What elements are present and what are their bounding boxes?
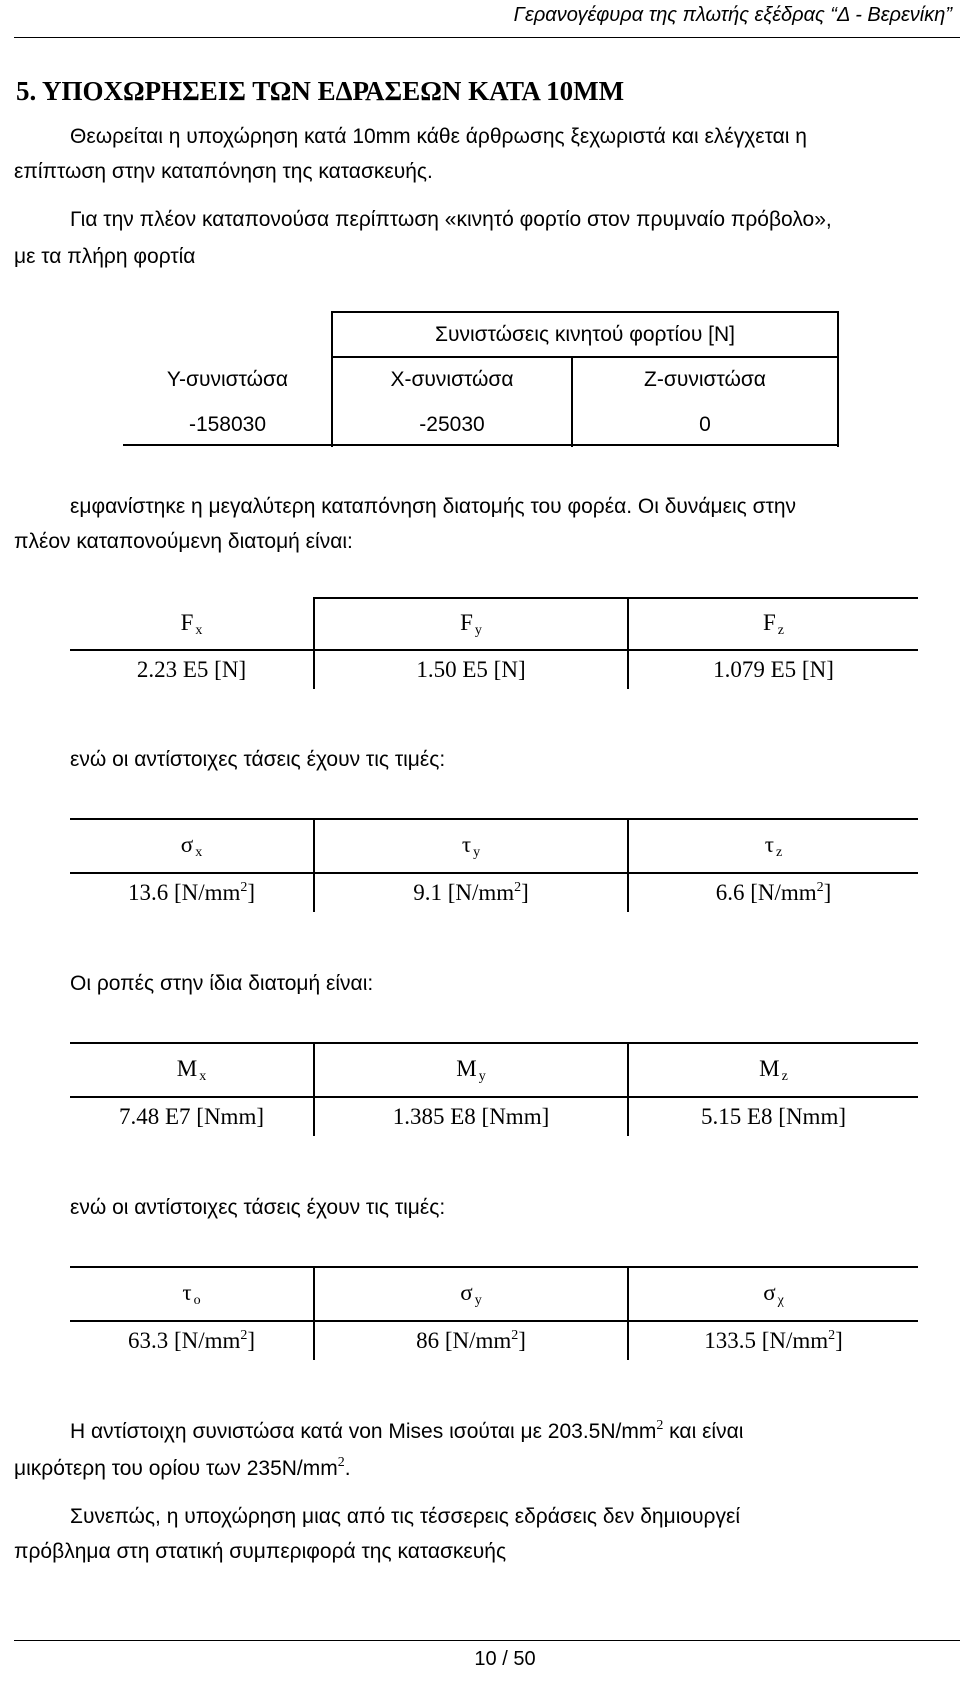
moment-header-z: M $_z$ (628, 1043, 918, 1097)
intro-line-4: με τα πλήρη φορτία (14, 245, 196, 268)
stress1-value-x: 13.6 $[N/mm^2]$ (70, 873, 314, 911)
text4: Οι ροπές στην ίδια διατομή είναι: (70, 972, 374, 995)
stress1-value-y: 9.1 $[N/mm^2]$ (314, 873, 628, 911)
load-header-x: X-συνιστώσα (332, 357, 572, 402)
text2-line-2: πλέον καταπονούμενη διατομή είναι: (14, 530, 353, 553)
stress2-value-y: 86 $[N/mm^2]$ (314, 1321, 628, 1359)
load-table-bottom-rule (123, 444, 839, 446)
conclusion-line-1: Συνεπώς, η υποχώρηση μιας από τις τέσσερεις εδράσεις δεν δημιουργεί (70, 1505, 740, 1528)
stress2-header-y: σ $_y$ (314, 1267, 628, 1321)
force-header-x: F $_x$ (70, 598, 314, 650)
stress1-header-z: τ $_z$ (628, 819, 918, 873)
page-number: 10 / 50 (474, 1648, 536, 1670)
stresses-table-2 (70, 1266, 918, 1360)
text2-line-1: εμφανίστηκε η μεγαλύτερη καταπόνηση διατομής του φορέα. Οι δυνάμεις στην (70, 495, 797, 518)
moment-value-y: 1.385 E8 [Nmm] (314, 1097, 628, 1135)
stress2-header-x: σ $_\chi$ (628, 1267, 918, 1321)
stress2-value-x: 133.5 $[N/mm^2]$ (628, 1321, 918, 1359)
load-value-z: 0 (572, 402, 838, 447)
stress2-value-o: 63.3 $[N/mm^2]$ (70, 1321, 314, 1359)
moments-table (70, 1042, 918, 1136)
section-title (16, 76, 624, 107)
load-components-table (123, 311, 839, 447)
conclusion-line-2: πρόβλημα στη στατική συμπεριφορά της κατασκευής (14, 1540, 507, 1563)
load-header-z: Z-συνιστώσα (572, 357, 838, 402)
mises-line-1: Η αντίστοιχη συνιστώσα κατά von Mises ισούται με $203.5N/mm^2$ και είναι (70, 1418, 744, 1443)
header-rule (14, 37, 960, 38)
load-value-x: -25030 (332, 402, 572, 447)
stress1-value-z: 6.6 $[N/mm^2]$ (628, 873, 918, 911)
stresses-table-1 (70, 818, 918, 912)
text5: ενώ οι αντίστοιχες τάσεις έχουν τις τιμές: (70, 1196, 446, 1219)
stress1-header-x: σ $_x$ (70, 819, 314, 873)
stress2-header-o: τ $_o$ (70, 1267, 314, 1321)
force-value-z: 1.079 E5 [N] (628, 650, 918, 688)
table-blank (124, 312, 332, 357)
intro-line-2: επίπτωση στην καταπόνηση της κατασκευής. (14, 160, 433, 183)
moment-header-y: M $_y$ (314, 1043, 628, 1097)
force-value-x: 2.23 E5 [N] (70, 650, 314, 688)
load-value-y: -158030 (124, 402, 332, 447)
moment-value-z: 5.15 E8 [Nmm] (628, 1097, 918, 1135)
load-table-caption: Συνιστώσεις κινητού φορτίου [N] (332, 312, 838, 357)
intro-line-1: Θεωρείται η υποχώρηση κατά 10mm κάθε άρθρωσης ξεχωριστά και ελέγχεται η (70, 125, 807, 148)
force-value-y: 1.50 E5 [N] (314, 650, 628, 688)
stress1-header-y: τ $_y$ (314, 819, 628, 873)
load-header-y: Y-συνιστώσα (166, 368, 289, 391)
text3: ενώ οι αντίστοιχες τάσεις έχουν τις τιμές: (70, 748, 446, 771)
force-header-z: F $_z$ (628, 598, 918, 650)
intro-line-3: Για την πλέον καταπονούσα περίπτωση «κινητό φορτίο στον πρυμναίο πρόβολο», (70, 208, 832, 231)
force-header-y: F $_y$ (314, 598, 628, 650)
moment-value-x: 7.48 E7 [Nmm] (70, 1097, 314, 1135)
section-heading: ΥΠΟΧΩΡΗΣΕΙΣ ΤΩΝ ΕΔΡΑΣΕΩΝ ΚΑΤΑ 10ΜΜ (42, 76, 625, 106)
footer-rule (14, 1640, 960, 1641)
mises-line-2: μικρότερη του ορίου των $235N/mm^2$. (14, 1455, 351, 1480)
section-number: 5. (16, 76, 37, 106)
running-header: Γερανογέφυρα της πλωτής εξέδρας “Δ - Βερενίκη” (513, 4, 952, 26)
forces-table (70, 597, 918, 689)
moment-header-x: M $_x$ (70, 1043, 314, 1097)
